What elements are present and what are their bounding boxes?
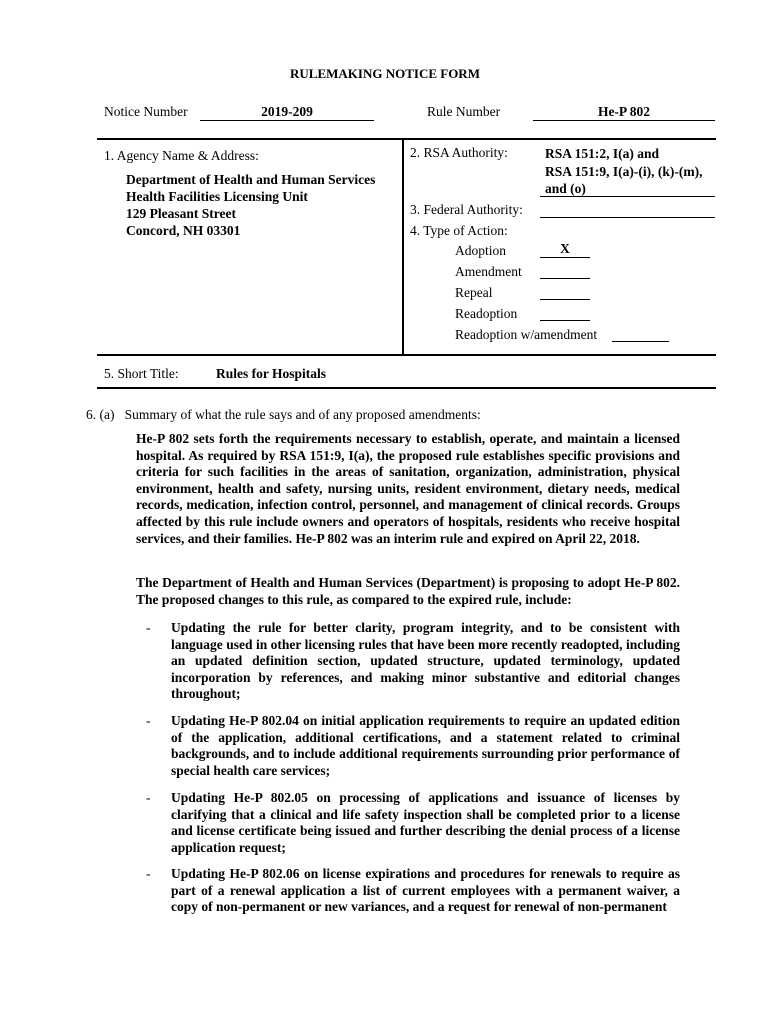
bullet-dash: - [146,866,151,881]
bullet-item: Updating the rule for better clarity, program integrity, and to be consistent with language used in other licensing rules that have been more recently readopted, including an updated definition section, updated structure, updated terminology, updated incorporation by references, and making minor substantive and editorial changes throughout; [171,620,680,702]
table-top-border [97,138,716,140]
agency-line: Health Facilities Licensing Unit [126,189,308,204]
table-column-divider [402,138,404,355]
type-of-action-label: 4. Type of Action: [410,223,508,238]
short-title-label: 5. Short Title: [104,366,179,381]
action-readoption-amendment-label: Readoption w/amendment [455,327,598,342]
bullet-dash: - [146,620,151,635]
action-adoption-label: Adoption [455,243,507,258]
rsa-authority-line: and (o) [540,180,715,197]
agency-line: Concord, NH 03301 [126,223,241,238]
form-title: RULEMAKING NOTICE FORM [290,66,480,81]
bullet-dash: - [146,790,151,805]
notice-number-label: Notice Number [104,104,188,119]
rule-number-label: Rule Number [427,104,501,119]
notice-number-value: 2019-209 [200,104,374,121]
action-amendment-mark [540,262,590,279]
action-readoption-label: Readoption [455,306,518,321]
agency-line: 129 Pleasant Street [126,206,236,221]
action-readoption-amendment-mark [612,325,669,342]
action-adoption-mark: X [540,241,590,258]
action-repeal-mark [540,283,590,300]
agency-label: 1. Agency Name & Address: [104,148,259,163]
summary-paragraph-1: He-P 802 sets forth the requirements necessary to establish, operate, and maintain a licensed hospital. As required by RSA 151:9, I(a), the proposed rule establishes specific provisions and criteria for such facilities in the areas of sanitation, organization, administration, physical environment, health and safety, nursing units, resident environment, dietary needs, medical records, medication, infection control, personnel, and management of clinical records. Groups affected by this rule include owners and operators of hospitals, residents who receive hospital services, and their families. He-P 802 was an interim rule and expired on April 22, 2018. [136,431,680,546]
rsa-authority-line: RSA 151:2, I(a) and [545,146,660,161]
rule-number-value: He-P 802 [533,104,715,121]
table-middle-border [97,354,716,356]
federal-authority-value [540,201,715,218]
action-repeal-label: Repeal [455,285,493,300]
action-amendment-label: Amendment [455,264,522,279]
short-title-value: Rules for Hospitals [216,366,327,381]
summary-paragraph-2: The Department of Health and Human Services (Department) is proposing to adopt He-P 802. The proposed changes to this rule, as compared to the expired rule, include: [136,575,680,607]
summary-heading: 6. (a) Summary of what the rule says and of any proposed amendments: [86,407,481,422]
bullet-item: Updating He-P 802.04 on initial application requirements to require an updated edition of the application, additional certifications, and a statement related to criminal backgrounds, and to include additional requirements surrounding prior performance of special health care services; [171,713,680,778]
bullet-dash: - [146,713,151,728]
action-readoption-mark [540,304,590,321]
table-bottom-border [97,387,716,389]
agency-address [126,171,375,239]
bullet-item: Updating He-P 802.05 on processing of applications and issuance of licenses by clarifying that a clinical and life safety inspection shall be completed prior to a license and license certificate being issued and further describing the denial process of a license application request; [171,790,680,855]
bullet-item: Updating He-P 802.06 on license expirations and procedures for renewals to require as part of a renewal application a list of current employees with a permanent waiver, a copy of non-permanent or new variances, and a request for renewal of non-permanent [171,866,680,915]
rsa-authority-line: RSA 151:9, I(a)-(i), (k)-(m), [545,164,703,179]
federal-authority-label: 3. Federal Authority: [410,202,523,217]
rsa-authority-label: 2. RSA Authority: [410,145,508,160]
agency-line: Department of Health and Human Services [126,172,376,187]
